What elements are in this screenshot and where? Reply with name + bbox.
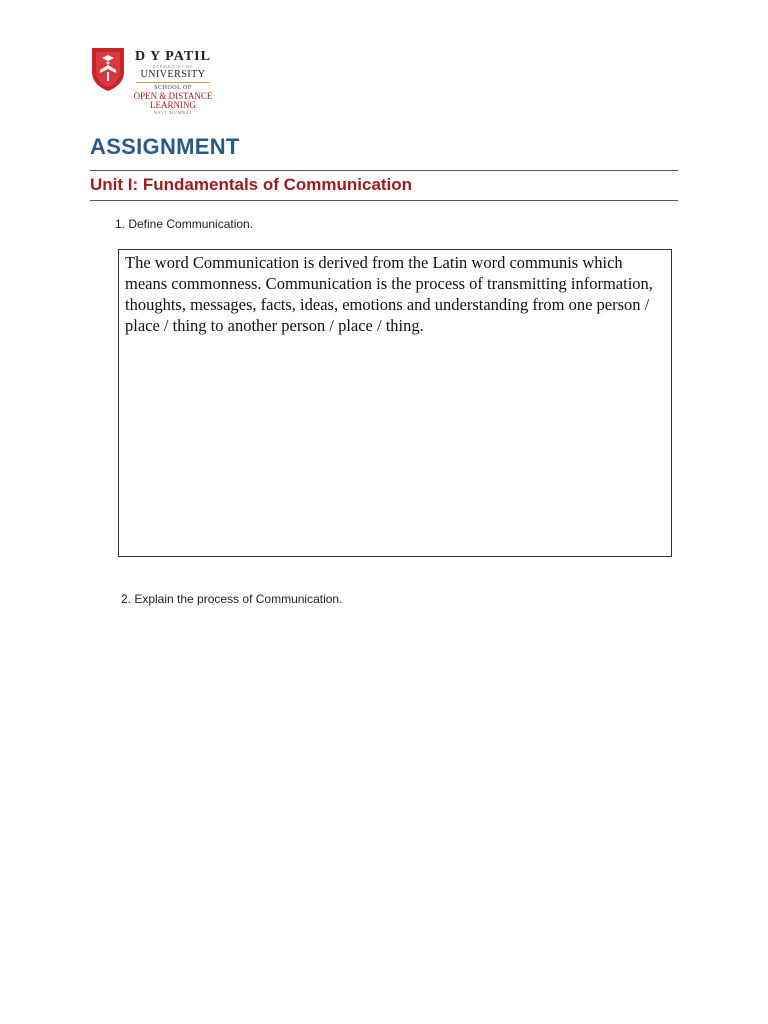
answer-1-text: The word Communication is derived from the Latin word communis which means commonness. Communication is the process of transmitting information, thoughts, messages, facts, ideas, emotions and understanding from one person / place / thing to another person / place / thing. xyxy=(125,253,653,335)
logo-open-distance: OPEN & DISTANCE xyxy=(133,91,213,101)
unit-heading: Unit I: Fundamentals of Communication xyxy=(90,175,413,194)
logo-city: NAVI MUMBAI xyxy=(153,110,193,115)
unit-divider xyxy=(90,200,678,201)
logo-deemed-line: DEEMED TO BE xyxy=(152,64,194,69)
logo-name: D Y PATIL xyxy=(135,49,211,64)
university-crest-icon xyxy=(90,46,126,92)
logo-wordmark xyxy=(130,50,216,115)
logo-school-of: SCHOOL OF xyxy=(154,85,192,91)
university-logo xyxy=(90,46,230,114)
question-1: 1. Define Communication. xyxy=(115,217,254,231)
page-title: ASSIGNMENT xyxy=(90,134,240,159)
question-2: 2. Explain the process of Communication. xyxy=(121,592,343,606)
logo-university: UNIVERSITY xyxy=(140,69,206,80)
logo-divider xyxy=(136,82,210,83)
answer-box-1[interactable] xyxy=(118,249,672,557)
title-divider xyxy=(90,170,678,171)
logo-learning: LEARNING xyxy=(150,100,196,110)
